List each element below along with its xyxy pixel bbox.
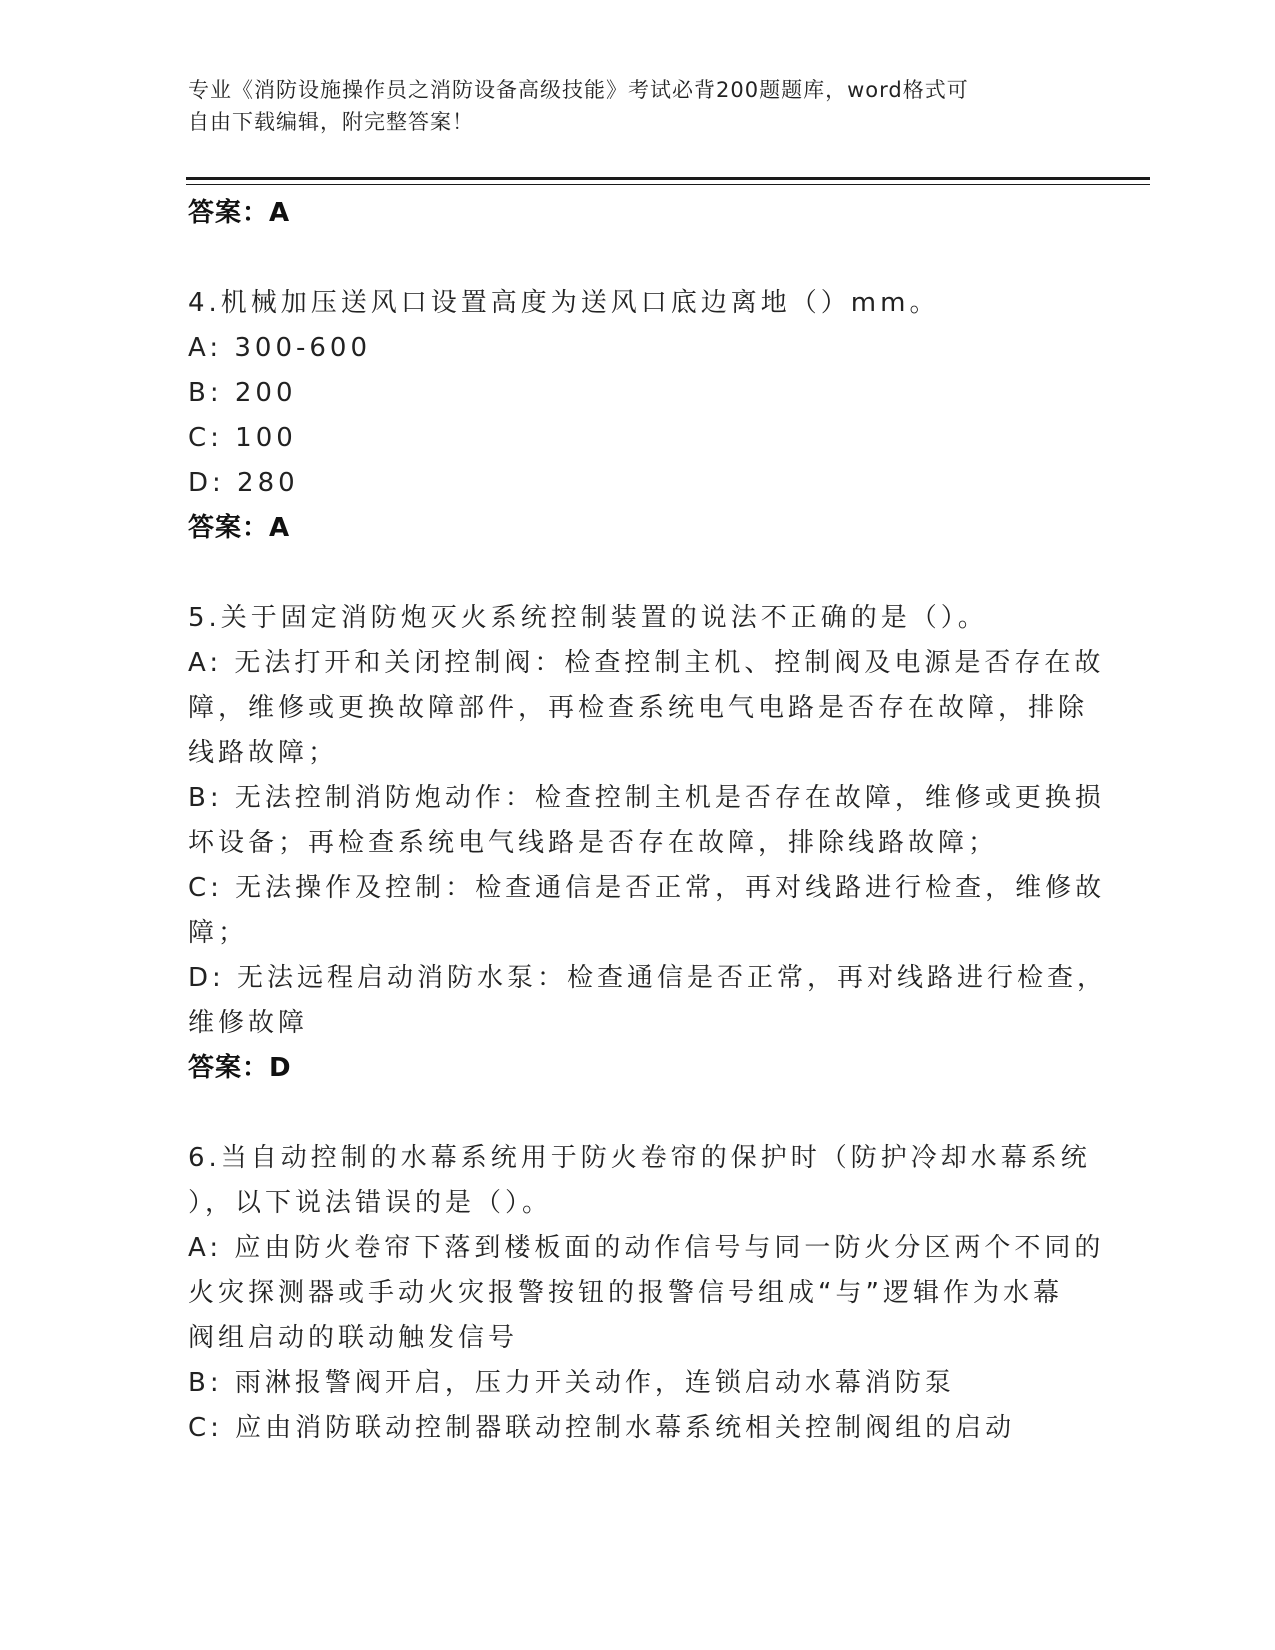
- spacer: [188, 1091, 1078, 1136]
- question-5-line: C: 无法操作及控制：检查通信是否正常，再对线路进行检查，维修故: [188, 873, 1106, 903]
- question-5-line: D: 无法远程启动消防水泵：检查通信是否正常，再对线路进行检查，: [188, 963, 1108, 993]
- question-6-stem: ），以下说法错误的是（）。: [188, 1188, 553, 1218]
- question-5-line: 障，维修或更换故障部件，再检查系统电气电路是否存在故障，排除: [188, 693, 1089, 723]
- document-body: [188, 191, 1108, 1451]
- header-rule-thin: [186, 184, 1150, 185]
- question-6: [188, 1136, 1105, 1451]
- answer-previous: 答案：A: [188, 198, 291, 228]
- question-4-option-d: D: 280: [188, 468, 299, 498]
- question-5-line: 线路故障；: [188, 738, 339, 768]
- document-header: [188, 74, 1088, 138]
- question-4-option-c: C: 100: [188, 423, 297, 453]
- question-4-option-a: A: 300-600: [188, 333, 371, 363]
- question-6-line: 火灾探测器或手动火灾报警按钮的报警信号组成“与”逻辑作为水幕: [188, 1278, 1063, 1308]
- question-5-answer: 答案：D: [188, 1053, 292, 1083]
- spacer: [188, 551, 1078, 596]
- header-line-2: 自由下载编辑，附完整答案！: [188, 110, 474, 134]
- spacer: [188, 236, 1078, 281]
- question-5-stem: 5.关于固定消防炮灭火系统控制装置的说法不正确的是（）。: [188, 603, 988, 633]
- question-5-line: B: 无法控制消防炮动作：检查控制主机是否存在故障，维修或更换损: [188, 783, 1105, 813]
- question-4-answer: 答案：A: [188, 513, 291, 543]
- question-4-stem: 4.机械加压送风口设置高度为送风口底边离地（）mm。: [188, 288, 940, 318]
- question-5-line: 维修故障: [188, 1008, 309, 1038]
- question-6-line: B: 雨淋报警阀开启，压力开关动作，连锁启动水幕消防泵: [188, 1368, 955, 1398]
- question-6-line: C: 应由消防联动控制器联动控制水幕系统相关控制阀组的启动: [188, 1413, 1016, 1443]
- header-rule-thick: [186, 177, 1150, 180]
- question-6-line: 阀组启动的联动触发信号: [188, 1323, 519, 1353]
- question-4: [188, 281, 1078, 551]
- header-line-1: 专业《消防设施操作员之消防设备高级技能》考试必背200题题库，word格式可: [188, 78, 969, 102]
- question-5-line: A: 无法打开和关闭控制阀：检查控制主机、控制阀及电源是否存在故: [188, 648, 1105, 678]
- question-4-option-b: B: 200: [188, 378, 297, 408]
- question-6-stem: 6.当自动控制的水幕系统用于防火卷帘的保护时（防护冷却水幕系统: [188, 1143, 1091, 1173]
- question-5: [188, 596, 1108, 1091]
- question-5-line: 障；: [188, 918, 249, 948]
- question-6-line: A: 应由防火卷帘下落到楼板面的动作信号与同一防火分区两个不同的: [188, 1233, 1105, 1263]
- question-5-line: 坏设备；再检查系统电气线路是否存在故障，排除线路故障；: [188, 828, 999, 858]
